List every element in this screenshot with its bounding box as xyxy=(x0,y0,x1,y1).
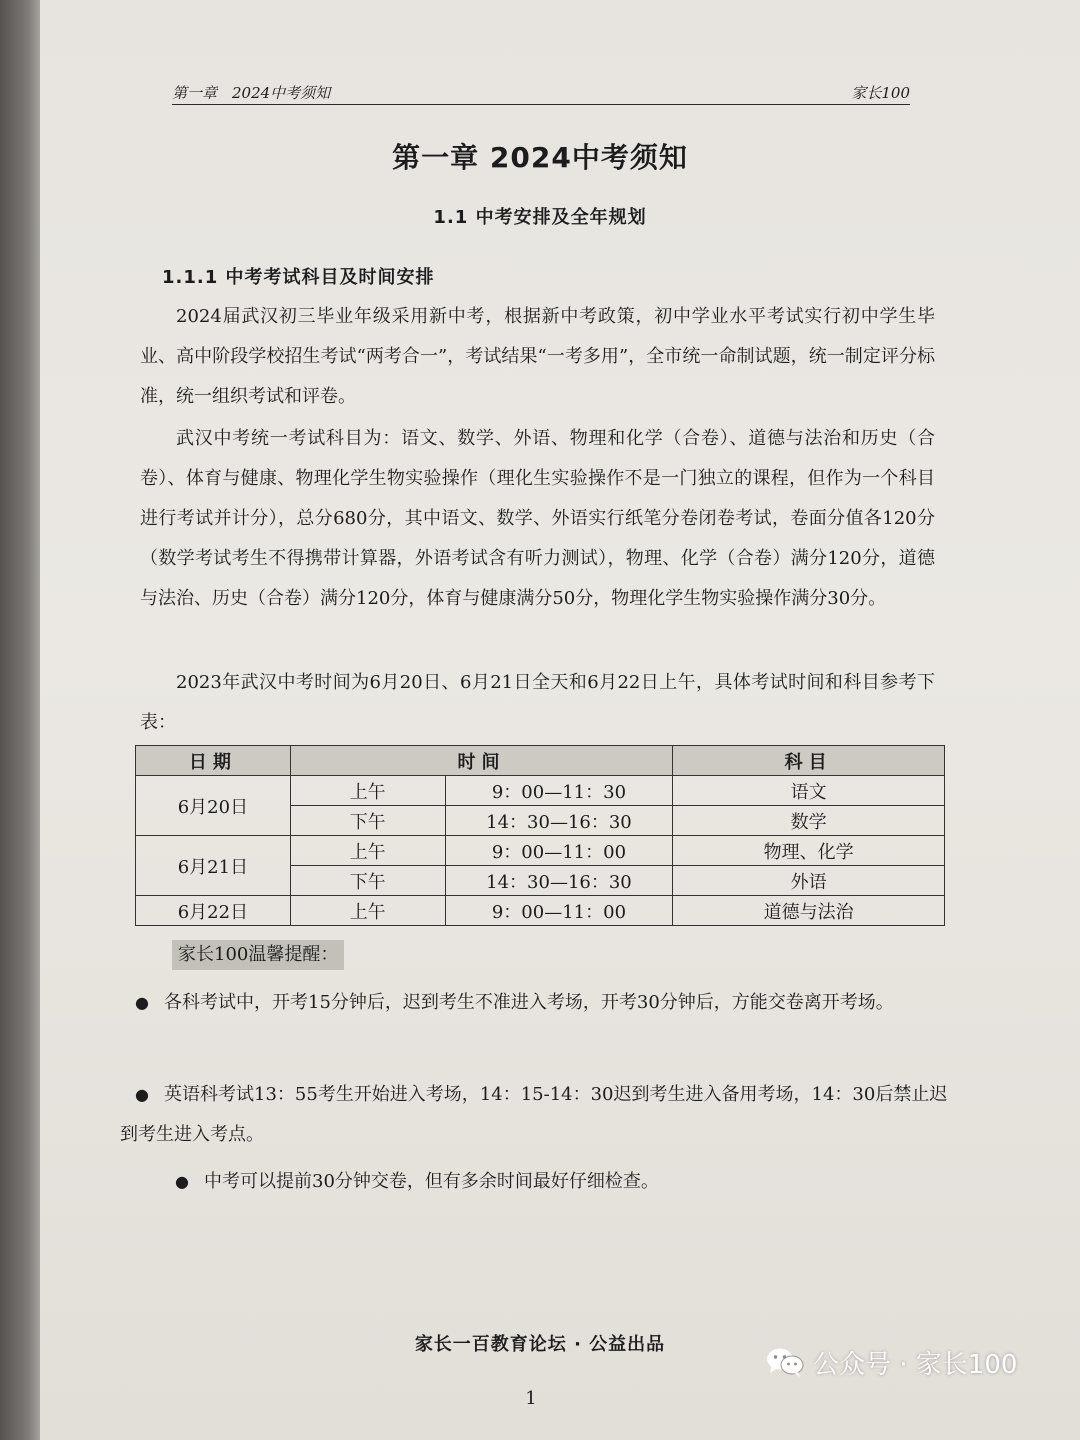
watermark-text: 公众号 · 家长100 xyxy=(813,1349,1018,1380)
running-header xyxy=(172,82,910,105)
wechat-watermark xyxy=(765,1344,1017,1380)
time-cell: 14：30—16：30 xyxy=(445,866,673,896)
period-cell: 下午 xyxy=(290,806,445,836)
time-cell: 9：00—11：00 xyxy=(445,896,673,926)
date-cell: 6月21日 xyxy=(136,836,291,896)
footer-publisher: 家长一百教育论坛 · 公益出品 xyxy=(414,1334,666,1355)
date-cell: 6月20日 xyxy=(136,776,291,836)
reminder-item-late-entry xyxy=(120,983,950,1023)
bullet-icon: ● xyxy=(175,1172,189,1191)
time-cell: 9：00—11：00 xyxy=(445,836,673,866)
header-time: 时间 xyxy=(290,746,673,776)
date-cell: 6月22日 xyxy=(136,896,291,926)
bullet-icon: ● xyxy=(135,993,149,1012)
period-cell: 下午 xyxy=(290,866,445,896)
header-brand: 家长100 xyxy=(851,84,910,102)
reminder-text: 各科考试中，开考15分钟后，迟到考生不准进入考场，开考30分钟后，方能交卷离开考场。 xyxy=(164,992,894,1013)
chapter-title: 第一章 2024中考须知 xyxy=(392,141,688,174)
period-cell: 上午 xyxy=(290,776,445,806)
reminder-title: 家长100温馨提醒： xyxy=(172,940,344,970)
page-number: 1 xyxy=(525,1388,537,1409)
exam-schedule-table xyxy=(135,745,945,926)
table-row xyxy=(136,896,945,926)
paragraph-policy: 2024届武汉初三毕业年级采用新中考，根据新中考政策，初中学业水平考试实行初中学生毕业、高中阶段学校招生考试“两考合一”，考试结果“一考多用”，全市统一命制试题，统一制定评分标准，统一组织考试和评卷。 xyxy=(140,306,935,407)
subject-cell: 道德与法治 xyxy=(673,896,945,926)
subject-cell: 外语 xyxy=(673,866,945,896)
paragraph-subjects: 武汉中考统一考试科目为：语文、数学、外语、物理和化学（合卷）、道德与法治和历史（合卷）、体育与健康、物理化学生物实验操作（理化生实验操作不是一门独立的课程，但作为一个科目进行考试并计分），总分680分，其中语文、数学、外语实行纸笔分卷闭卷考试，卷面分值各120分（数学考试考生不得携带计算器，外语考试含有听力测试），物理、化学（合卷）满分120分，道德与法治、历史（合卷）满分120分，体育与健康满分50分，物理化学生物实验操作满分30分。 xyxy=(140,428,935,609)
subject-cell: 数学 xyxy=(673,806,945,836)
paragraph-exam-dates: 2023年武汉中考时间为6月20日、6月21日全天和6月22日上午，具体考试时间和科目参考下表： xyxy=(140,672,935,733)
reminder-item-english-exam xyxy=(120,1075,950,1155)
reminder-text: 英语科考试13：55考生开始进入考场，14：15-14：30迟到考生进入备用考场，14：30后禁止迟到考生进入考点。 xyxy=(120,1084,948,1145)
subject-cell: 物理、化学 xyxy=(673,836,945,866)
wechat-icon xyxy=(765,1346,805,1378)
header-chapter: 第一章 2024中考须知 xyxy=(172,84,331,102)
table-row xyxy=(136,836,945,866)
reminder-item-early-submit xyxy=(120,1162,950,1202)
header-subject: 科目 xyxy=(673,746,945,776)
subject-cell: 语文 xyxy=(673,776,945,806)
table-header-row xyxy=(136,746,945,776)
time-cell: 9：00—11：30 xyxy=(445,776,673,806)
table-row xyxy=(136,776,945,806)
period-cell: 上午 xyxy=(290,896,445,926)
time-cell: 14：30—16：30 xyxy=(445,806,673,836)
bullet-icon: ● xyxy=(135,1085,149,1104)
reminder-text: 中考可以提前30分钟交卷，但有多余时间最好仔细检查。 xyxy=(204,1171,659,1192)
header-date: 日期 xyxy=(136,746,291,776)
section-title: 1.1 中考安排及全年规划 xyxy=(433,207,647,228)
period-cell: 上午 xyxy=(290,836,445,866)
subsection-title: 1.1.1 中考考试科目及时间安排 xyxy=(162,267,435,288)
